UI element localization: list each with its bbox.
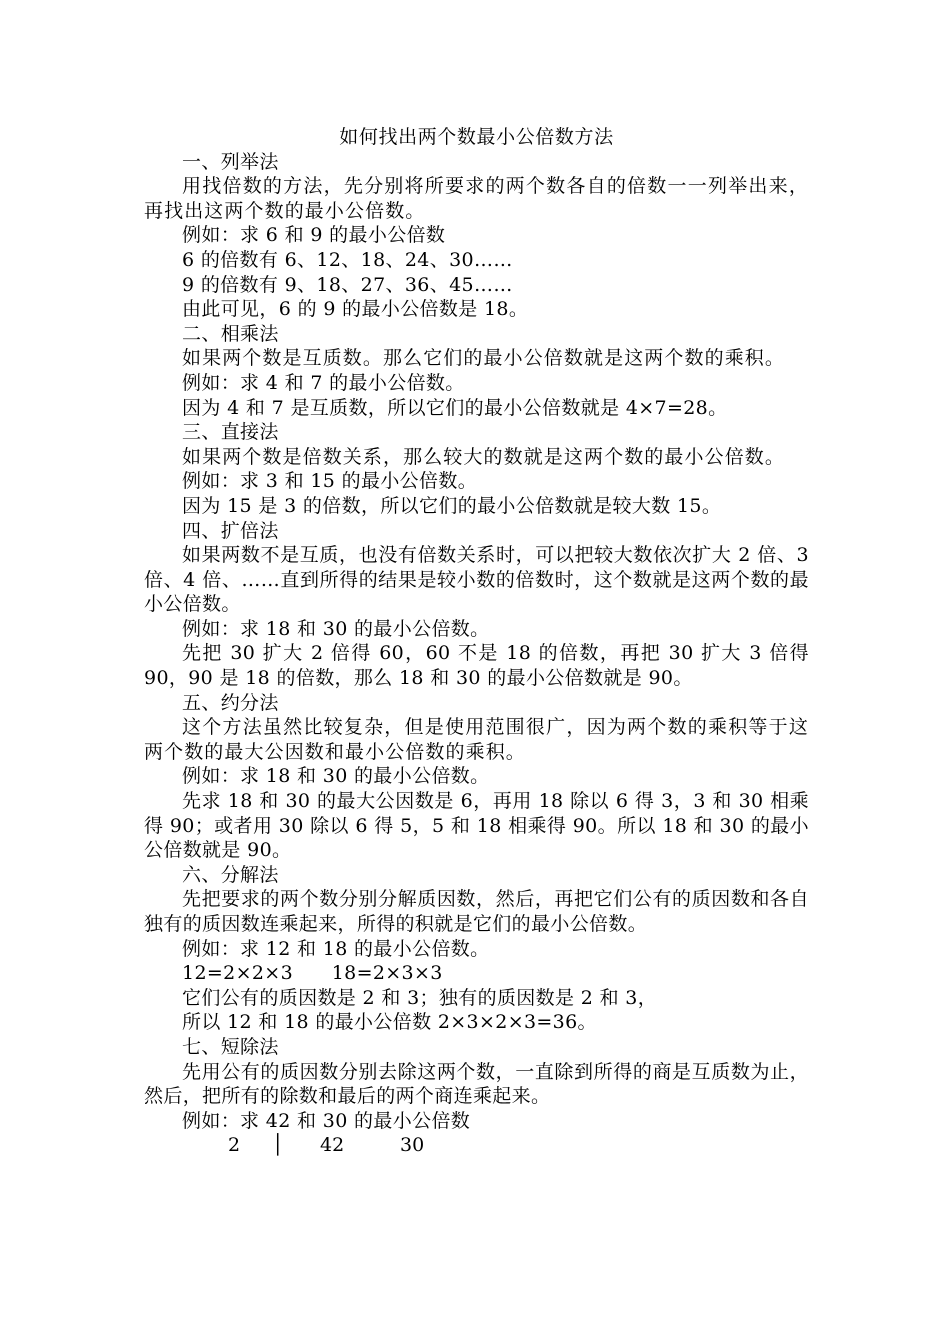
short-division-row (144, 1133, 809, 1158)
example-line: 例如：求 18 和 30 的最小公倍数。 (182, 765, 490, 788)
paragraph: 如果两数不是互质，也没有倍数关系时，可以把较大数依次扩大 2 倍、3 倍、4 倍、……直到所得的结果是较小数的倍数时，这个数就是这两个数的最小公倍数。 (144, 544, 809, 616)
example-line: 例如：求 18 和 30 的最小公倍数。 (182, 617, 490, 640)
paragraph: 如果两个数是倍数关系，那么较大的数就是这两个数的最小公倍数。 (182, 445, 786, 468)
short-division-number-b: 30 (400, 1134, 425, 1157)
factorization-line: 12=2×2×3 18=2×3×3 (182, 962, 443, 985)
heading-method-3: 三、直接法 (182, 421, 279, 444)
short-division-divisor: 2 (228, 1134, 241, 1157)
paragraph: 先把要求的两个数分别分解质因数，然后，再把它们公有的质因数和各自独有的质因数连乘起来，所得的积就是它们的最小公倍数。 (144, 888, 809, 935)
text-line: 因为 4 和 7 是互质数，所以它们的最小公倍数就是 4×7=28。 (182, 396, 728, 419)
text-line: 因为 15 是 3 的倍数，所以它们的最小公倍数就是较大数 15。 (182, 494, 722, 517)
example-line: 例如：求 12 和 18 的最小公倍数。 (182, 937, 490, 960)
example-line: 例如：求 42 和 30 的最小公倍数 (182, 1109, 471, 1132)
example-line: 例如：求 3 和 15 的最小公倍数。 (182, 470, 478, 493)
heading-method-2: 二、相乘法 (182, 322, 279, 345)
heading-method-5: 五、约分法 (182, 691, 279, 714)
paragraph: 如果两个数是互质数。那么它们的最小公倍数就是这两个数的乘积。 (182, 347, 786, 370)
paragraph: 用找倍数的方法，先分别将所要求的两个数各自的倍数一一列举出来，再找出这两个数的最小公倍数。 (144, 175, 809, 222)
heading-method-7: 七、短除法 (182, 1035, 279, 1058)
example-line: 例如：求 6 和 9 的最小公倍数 (182, 224, 446, 247)
text-line: 6 的倍数有 6、12、18、24、30…… (182, 248, 513, 271)
example-line: 例如：求 4 和 7 的最小公倍数。 (182, 371, 465, 394)
short-division-bar: │ (272, 1134, 284, 1157)
text-line: 9 的倍数有 9、18、27、36、45…… (182, 273, 513, 296)
document-title: 如何找出两个数最小公倍数方法 (339, 126, 614, 148)
text-line: 它们公有的质因数是 2 和 3；独有的质因数是 2 和 3， (182, 986, 658, 1009)
heading-method-6: 六、分解法 (182, 863, 279, 886)
text-line: 所以 12 和 18 的最小公倍数 2×3×2×3=36。 (182, 1011, 597, 1034)
heading-method-1: 一、列举法 (182, 150, 279, 173)
paragraph: 这个方法虽然比较复杂，但是使用范围很广，因为两个数的乘积等于这两个数的最大公因数和最小公倍数的乘积。 (144, 716, 809, 763)
text-line: 由此可见，6 的 9 的最小公倍数是 18。 (182, 298, 529, 321)
paragraph: 先用公有的质因数分别去除这两个数，一直除到所得的商是互质数为止，然后，把所有的除数和最后的两个商连乘起来。 (144, 1060, 809, 1108)
heading-method-4: 四、扩倍法 (182, 519, 279, 542)
short-division-number-a: 42 (320, 1134, 345, 1157)
paragraph: 先把 30 扩大 2 倍得 60，60 不是 18 的倍数，再把 30 扩大 3 倍得 90，90 是 18 的倍数，那么 18 和 30 的最小公倍数就是 90。 (144, 642, 809, 690)
paragraph: 先求 18 和 30 的最大公因数是 6，再用 18 除以 6 得 3，3 和 30 相乘得 90；或者用 30 除以 6 得 5，5 和 18 相乘得 90。所以 18 和 30 的最小公倍数就是 90。 (144, 790, 809, 862)
document-body (144, 125, 809, 1158)
